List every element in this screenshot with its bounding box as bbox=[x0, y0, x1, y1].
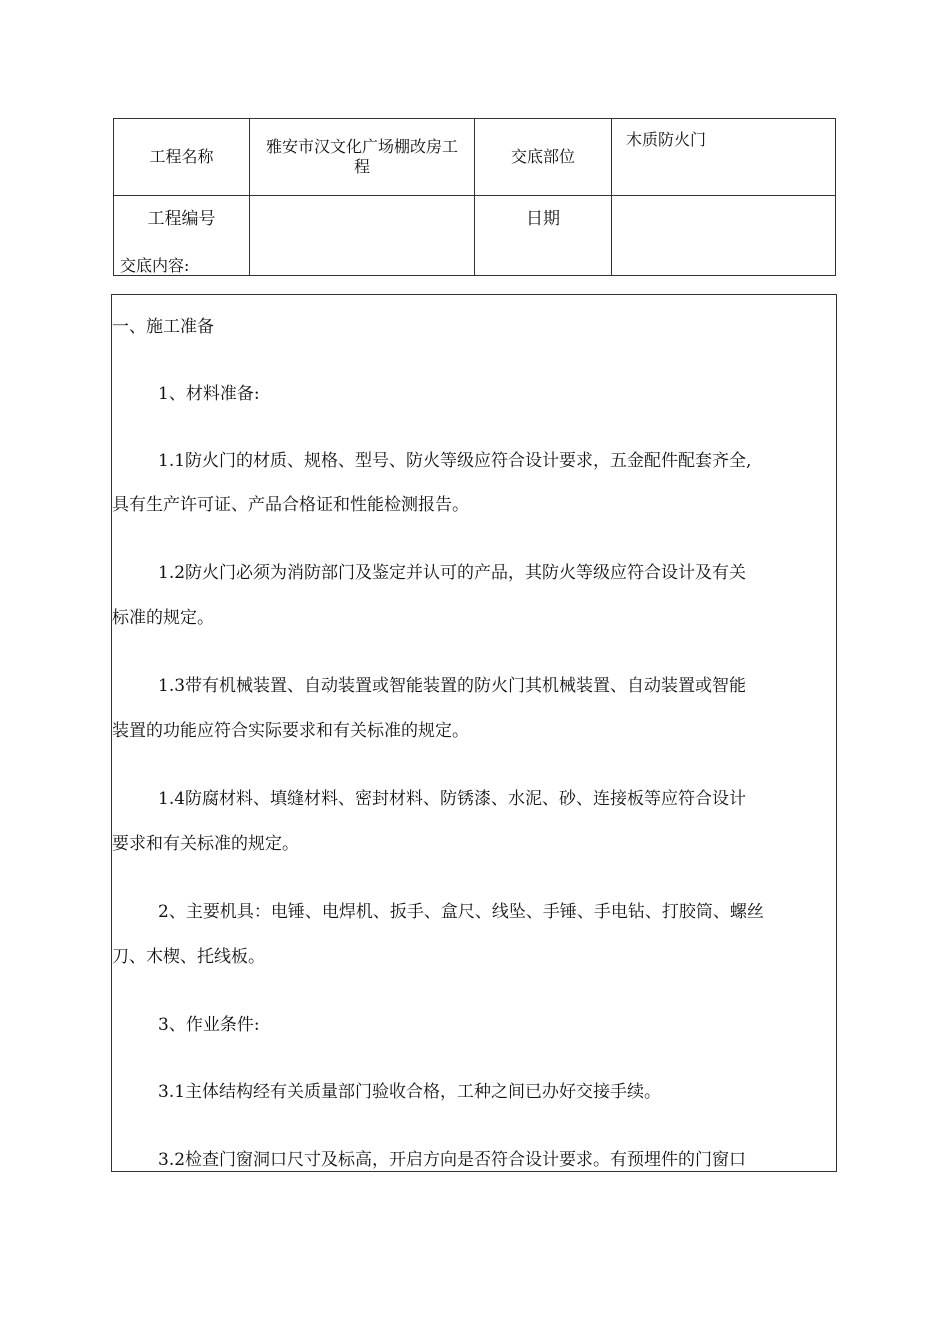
project-name-value bbox=[250, 119, 475, 196]
project-info-row-1 bbox=[114, 119, 836, 196]
item-1-3-line-1: 1.3带有机械装置、自动装置或智能装置的防火门其机械装置、自动装置或智能 bbox=[158, 676, 747, 696]
project-code-label: 工程编号 bbox=[114, 196, 250, 276]
item-1-4-line-1: 1.4防腐材料、填缝材料、密封材料、防锈漆、水泥、砂、连接板等应符合设计 bbox=[158, 789, 747, 809]
item-1-1-line-2: 具有生产许可证、产品合格证和性能检测报告。 bbox=[112, 495, 469, 515]
item-1-3-line-2: 装置的功能应符合实际要求和有关标准的规定。 bbox=[112, 721, 469, 741]
item-1-1-line-1: 1.1防火门的材质、规格、型号、防火等级应符合设计要求，五金配件配套齐全, bbox=[158, 451, 752, 471]
item-1-4-line-2: 要求和有关标准的规定。 bbox=[112, 834, 299, 854]
project-info-table bbox=[113, 118, 836, 276]
date-label: 日期 bbox=[475, 196, 612, 276]
date-value bbox=[612, 196, 836, 276]
item-1-title: 1、材料准备: bbox=[158, 384, 260, 404]
project-code-value bbox=[250, 196, 475, 276]
content-label: 交底内容: bbox=[120, 256, 190, 275]
item-1-2-line-1: 1.2防火门必须为消防部门及鉴定并认可的产品，其防火等级应符合设计及有关 bbox=[158, 563, 747, 583]
item-3-2: 3.2检查门窗洞口尺寸及标高，开启方向是否符合设计要求。有预埋件的门窗口 bbox=[158, 1150, 747, 1170]
project-name-label: 工程名称 bbox=[114, 119, 250, 196]
handover-part-value: 木质防火门 bbox=[612, 119, 836, 196]
project-info-row-2 bbox=[114, 196, 836, 276]
item-2-line-2: 刀、木楔、托线板。 bbox=[112, 947, 265, 967]
project-name-value-line2: 程 bbox=[353, 157, 370, 176]
item-2-line-1: 2、主要机具：电锤、电焊机、扳手、盒尺、线坠、手锤、手电钻、打胶筒、螺丝 bbox=[158, 902, 764, 922]
item-1-2-line-2: 标准的规定。 bbox=[112, 608, 214, 628]
project-name-value-line1: 雅安市汉文化广场棚改房工 bbox=[265, 137, 458, 156]
item-3-1: 3.1主体结构经有关质量部门验收合格，工种之间已办好交接手续。 bbox=[158, 1082, 662, 1102]
section-title: 一、施工准备 bbox=[112, 317, 214, 337]
handover-part-label: 交底部位 bbox=[475, 119, 612, 196]
content-box bbox=[111, 294, 837, 1172]
item-3-title: 3、作业条件: bbox=[158, 1015, 260, 1035]
